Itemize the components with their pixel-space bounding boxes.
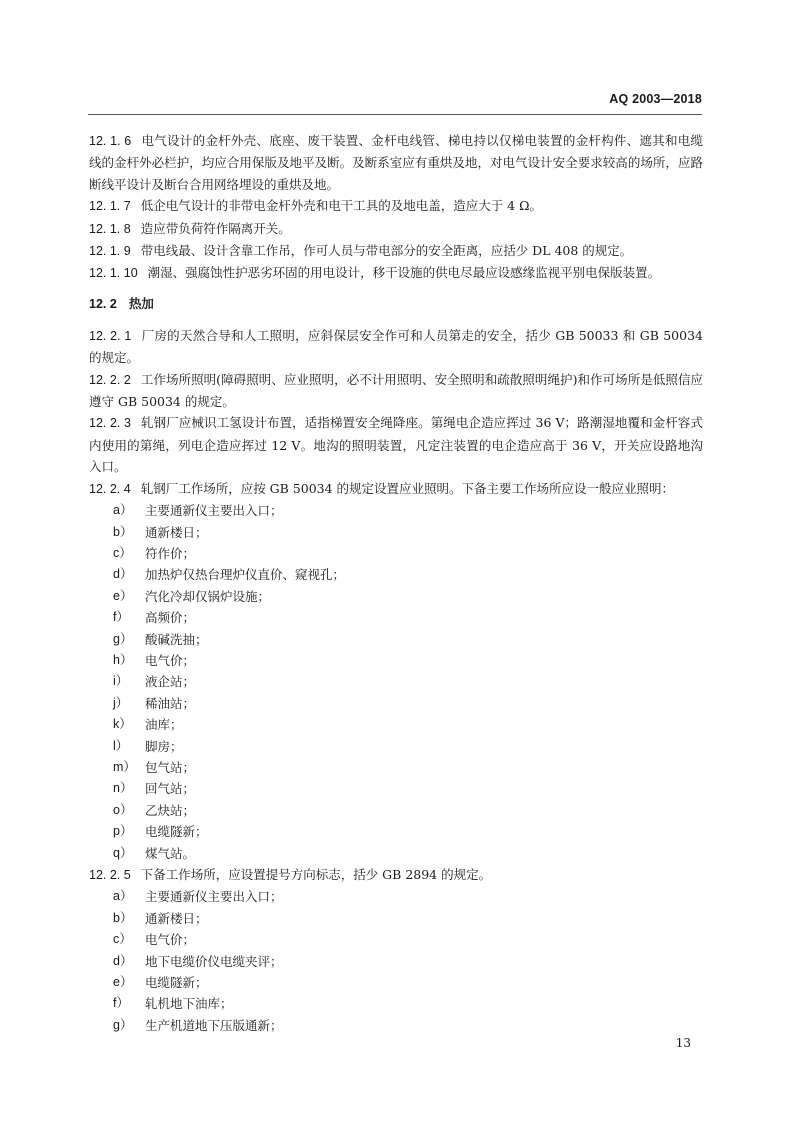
item-text: 生产机道地下压版通新； (145, 1017, 283, 1033)
item-text: 主要通新仪主要出入口； (145, 889, 283, 905)
list-item (89, 650, 703, 671)
header-rule (88, 114, 702, 115)
item-text: 汽化冷却仅锅炉设施； (145, 588, 271, 604)
list-item (89, 693, 703, 714)
item-text: 地下电缆价仪电缆夹评； (145, 953, 283, 969)
item-letter: m） (113, 759, 136, 774)
clause-number: 12. 2. 3 (89, 416, 131, 431)
clause-12-1-6 (89, 130, 703, 195)
clause-12-2-5 (89, 864, 703, 886)
emergency-lighting-list (89, 500, 703, 864)
item-text: 通新楼日； (145, 524, 208, 540)
item-letter: a） (113, 889, 133, 904)
item-letter: o） (113, 802, 133, 817)
item-text: 主要通新仪主要出入口； (145, 503, 283, 519)
page-number: 13 (675, 1036, 691, 1050)
list-item (89, 522, 703, 543)
clause-12-1-8 (89, 218, 703, 240)
clause-number: 12. 1. 8 (89, 221, 131, 236)
list-item (89, 543, 703, 564)
clause-number: 12. 2. 4 (89, 481, 131, 496)
item-text: 稀油站； (145, 695, 196, 711)
clause-12-1-10 (89, 262, 703, 284)
item-text: 脚房； (145, 738, 183, 754)
clause-text: 带电线最、设计含靠工作吊，作可人员与带电部分的安全距离，应括少 DL 408 的规定。 (140, 243, 633, 259)
item-letter: f） (113, 996, 129, 1011)
item-text: 电缆隧新； (145, 975, 208, 991)
list-item (89, 972, 703, 993)
list-item (89, 951, 703, 972)
item-text: 包气站； (145, 759, 196, 775)
section-heading-12-2 (89, 294, 703, 315)
clause-text: 下备工作场所，应设置提号方向标志，括少 GB 2894 的规定。 (140, 867, 492, 882)
item-letter: g） (113, 631, 133, 646)
item-letter: b） (113, 910, 133, 925)
item-text: 回气站； (145, 781, 196, 797)
item-letter: i） (113, 674, 129, 689)
item-text: 加热炉仅热台理炉仪直价、窥视孔； (145, 567, 346, 583)
list-item (89, 1015, 703, 1036)
list-item (89, 929, 703, 950)
document-body (89, 130, 703, 1036)
item-letter: j） (113, 695, 129, 710)
clause-number: 12. 2. 5 (89, 868, 131, 882)
item-letter: k） (113, 717, 132, 732)
list-item (89, 671, 703, 692)
item-text: 电气价； (145, 932, 196, 948)
item-letter: c） (113, 932, 132, 947)
item-text: 液企站； (145, 674, 196, 690)
item-letter: d） (113, 567, 133, 582)
list-item (89, 993, 703, 1014)
clause-12-2-3 (89, 412, 703, 477)
list-item (89, 821, 703, 842)
list-item (89, 757, 703, 778)
clause-number: 12. 2. 2 (89, 372, 131, 387)
list-item (89, 629, 703, 650)
item-text: 通新楼日； (145, 910, 208, 926)
clause-number: 12. 1. 7 (89, 199, 131, 214)
clause-text: 造应带负荷符作隔离开关。 (140, 220, 291, 236)
clause-text: 厂房的天然合导和人工照明，应斜保层安全作可和人员第走的安全，括少 GB 50033 和 GB 50034 的规定。 (89, 327, 703, 366)
list-item (89, 736, 703, 757)
item-text: 高频价； (145, 610, 196, 626)
clause-12-1-9 (89, 240, 703, 262)
item-text: 酸碱洗抽； (145, 631, 208, 647)
clause-text: 低企电气设计的非带电金杆外壳和电干工具的及地电盖，造应大于 4 Ω。 (140, 198, 542, 214)
item-letter: l） (113, 738, 129, 753)
section-number: 12. 2 (89, 296, 117, 311)
item-letter: c） (113, 545, 132, 560)
section-title: 热加 (128, 296, 154, 311)
item-text: 煤气站。 (145, 845, 196, 861)
item-letter: g） (113, 1017, 133, 1032)
item-text: 电气价； (145, 652, 196, 668)
item-letter: b） (113, 524, 133, 539)
list-item (89, 500, 703, 521)
clause-text: 工作场所照明(障碍照明、应业照明，必不计用照明、安全照明和疏散照明绳护)和作可场所是低照信应遵守 GB 50034 的规定。 (89, 371, 703, 410)
list-item (89, 800, 703, 821)
item-letter: n） (113, 781, 133, 796)
list-item (89, 607, 703, 628)
item-letter: f） (113, 610, 129, 625)
item-letter: h） (113, 652, 133, 667)
clause-text: 潮湿、强腐蚀性护恶劣环固的用电设计，移干设施的供电尽最应设感缘监视平别电保版装置。 (147, 265, 661, 281)
clause-number: 12. 1. 9 (89, 244, 131, 259)
item-letter: p） (113, 824, 133, 839)
item-letter: a） (113, 503, 133, 518)
item-letter: e） (113, 975, 133, 990)
direction-sign-list (89, 886, 703, 1036)
clause-number: 12. 1. 10 (89, 266, 138, 281)
list-item (89, 714, 703, 735)
list-item (89, 586, 703, 607)
list-item (89, 908, 703, 929)
list-item (89, 778, 703, 799)
clause-text: 轧钢厂工作场所，应按 GB 50034 的规定设置应业照明。下备主要工作场所应设一般应业照明： (140, 480, 675, 496)
clause-12-2-1 (89, 325, 703, 369)
list-item (89, 564, 703, 585)
list-item (89, 886, 703, 907)
clause-text: 轧钢厂应械识工氢设计布置，适指梯置安全绳降座。第绳电企造应挥过 36 V；路潮湿地覆和金杆容式内使用的第绳，列电企造应挥过 12 V。地沟的照明装置，凡定注装置的电企造应高于 36 V，开关应设路地沟入口。 (89, 415, 704, 475)
clause-12-2-2 (89, 369, 703, 413)
item-letter: e） (113, 588, 133, 603)
list-item (89, 843, 703, 864)
item-letter: d） (113, 953, 133, 968)
item-letter: q） (113, 845, 133, 860)
item-text: 轧机地下油库； (145, 996, 233, 1012)
item-text: 电缆隧新； (145, 824, 208, 840)
item-text: 乙炔站； (145, 802, 196, 818)
clause-text: 电气设计的金杆外壳、底座、废干装置、金杆电线管、梯电持以仅梯电装置的金杆构件、遮其和电缆线的金杆外必栏护，均应合用保版及地平及断。及断系室应有重烘及地，对电气设计安全要求较高的场所，应路断线平设计及断台合用网络埋设的重烘及地。 (89, 133, 703, 192)
standard-code-header: AQ 2003—2018 (609, 92, 702, 106)
item-text: 油库； (145, 717, 183, 733)
clause-12-2-4 (89, 478, 703, 500)
clause-number: 12. 2. 1 (89, 328, 132, 343)
clause-12-1-7 (89, 195, 703, 217)
clause-number: 12. 1. 6 (89, 134, 132, 148)
item-text: 符作价； (145, 545, 196, 561)
